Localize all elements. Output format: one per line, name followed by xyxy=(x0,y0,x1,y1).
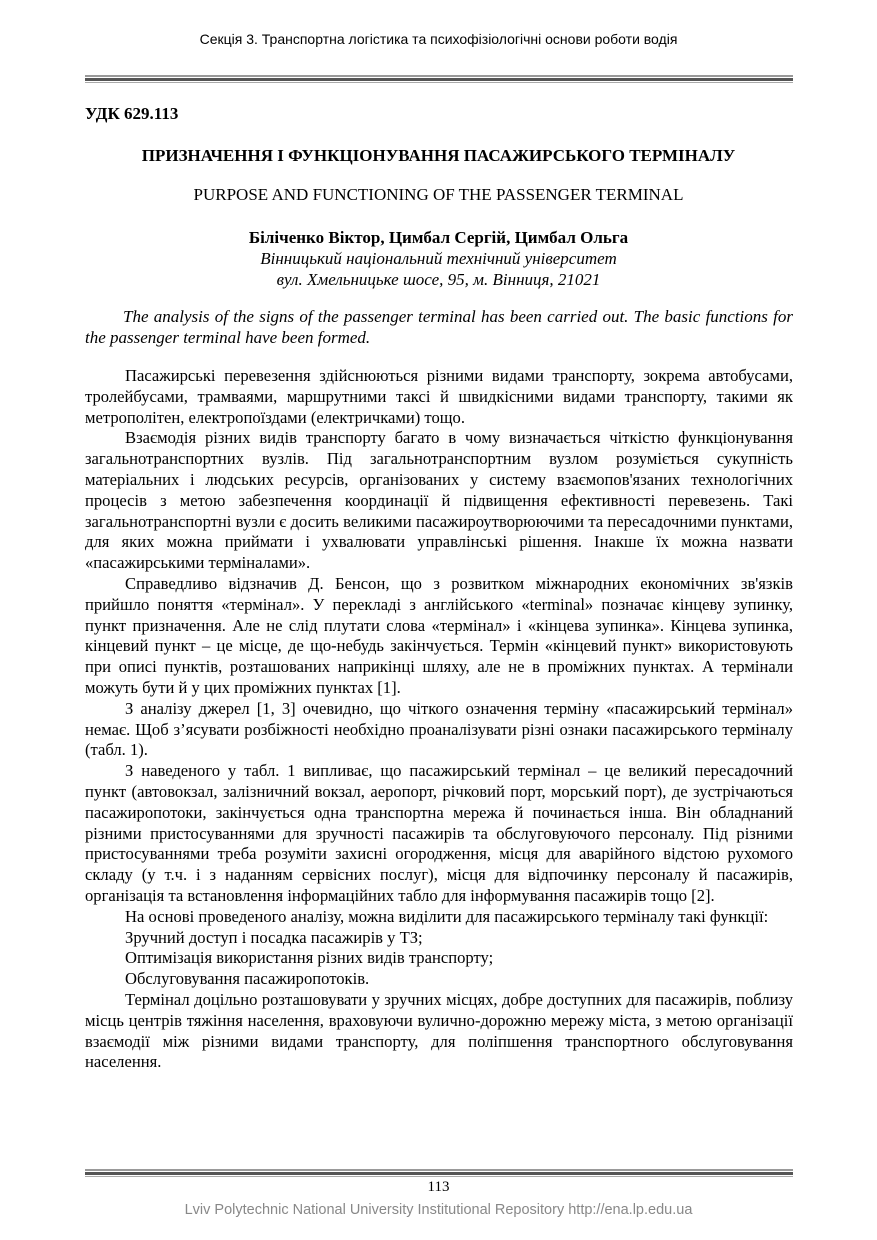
repository-watermark: Lviv Polytechnic National University Institutional Repository http://ena.lp.edu.ua xyxy=(184,1202,693,1218)
footer-divider xyxy=(85,1169,793,1177)
running-header: Секція 3. Транспортна логістика та психофізіологічні основи роботи водія xyxy=(199,31,678,47)
affiliation: Вінницький національний технічний університет xyxy=(260,249,617,268)
abstract: The analysis of the signs of the passenger terminal has been carried out. The basic functions for the passenger terminal have been formed. xyxy=(85,307,793,347)
paragraph: На основі проведеного аналізу, можна виділити для пасажирського терміналу такі функції: xyxy=(125,906,769,926)
address: вул. Хмельницьке шосе, 95, м. Вінниця, 21021 xyxy=(276,270,601,289)
authors: Біліченко Віктор, Цимбал Сергій, Цимбал Ольга xyxy=(248,228,629,247)
paragraph: Пасажирські перевезення здійснюються різними видами транспорту, зокрема автобусами, тролейбусами, трамваями, маршрутними таксі й швидкісними видами транспорту, такими як метрополітен, електропоїздами (електричками) тощо. xyxy=(85,366,793,427)
function-item: Обслуговування пасажиропотоків. xyxy=(125,969,370,989)
paragraph: З наведеного у табл. 1 випливає, що пасажирський термінал – це великий пересадочний пункт (автовокзал, залізничний вокзал, аеропорт, річковий порт, морський порт), де зустрічаються пасажиропотоки, закінчується одна транспортна мережа й починається інша. Він обладнаний різними пристосуваннями для зручності пасажирів та обслуговуючого персоналу. Під різними пристосуваннями треба розуміти захисні огородження, місця для аварійного відстою рухомого складу (у т.ч. і з наданням сервісних послуг), місця для відпочинку персоналу й пасажирів, організація та встановлення інформаційних табло для інформування пасажирів тощо [2]. xyxy=(85,761,793,905)
function-item: Зручний доступ і посадка пасажирів у ТЗ; xyxy=(125,927,423,947)
paragraph: Справедливо відзначив Д. Бенсон, що з розвитком міжнародних економічних зв'язків прийшло поняття «термінал». У перекладі з англійського «terminal» позначає кінцеву зупинку, пункт призначення. Але не слід плутати слова «термінал» і «кінцева зупинка». Кінцева зупинка, кінцевий пункт – це місце, де що-небудь закінчується. Термін «кінцевий пункт» використовують при описі пунктів, розташованих наприкінці шляху, але не в проміжних пунктах. А термінали можуть бути й у цих проміжних пунктах [1]. xyxy=(85,573,793,697)
title-ukrainian: ПРИЗНАЧЕННЯ І ФУНКЦІОНУВАННЯ ПАСАЖИРСЬКОГО ТЕРМІНАЛУ xyxy=(141,146,736,165)
body-text xyxy=(85,366,793,1073)
paragraph: Термінал доцільно розташовувати у зручних місцях, добре доступних для пасажирів, поблизу місць центрів тяжіння населення, враховуючи вулично-дорожню мережу міста, з метою організації взаємодії між різними видами транспорту, для поліпшення транспортного обслуговування населення. xyxy=(85,989,793,1072)
function-item: Оптимізація використання різних видів транспорту; xyxy=(125,948,494,968)
page-number: 113 xyxy=(427,1179,450,1195)
paragraph: Взаємодія різних видів транспорту багато в чому визначається чіткістю функціонування загальнотранспортних вузлів. Під загальнотранспортним вузлом розуміється сукупність матеріальних і людських ресурсів, організованих у систему взаємопов'язаних технологічних процесів з метою забезпечення координації й підвищення ефективності перевезень. Такі загальнотранспортні вузли є досить великими пасажироутворюючими та пересадочними пунктами, для яких можна приймати і ухвалювати управлінські рішення. Інакше їх можна назвати «пасажирськими терміналами». xyxy=(85,428,793,573)
title-english: PURPOSE AND FUNCTIONING OF THE PASSENGER TERMINAL xyxy=(193,185,684,204)
udk-code: УДК 629.113 xyxy=(85,104,179,123)
paragraph: З аналізу джерел [1, 3] очевидно, що чіткого означення терміну «пасажирський термінал» немає. Щоб з’ясувати розбіжності необхідно проаналізувати різні ознаки пасажирського терміналу (табл. 1). xyxy=(85,698,793,760)
header-divider xyxy=(85,75,793,83)
